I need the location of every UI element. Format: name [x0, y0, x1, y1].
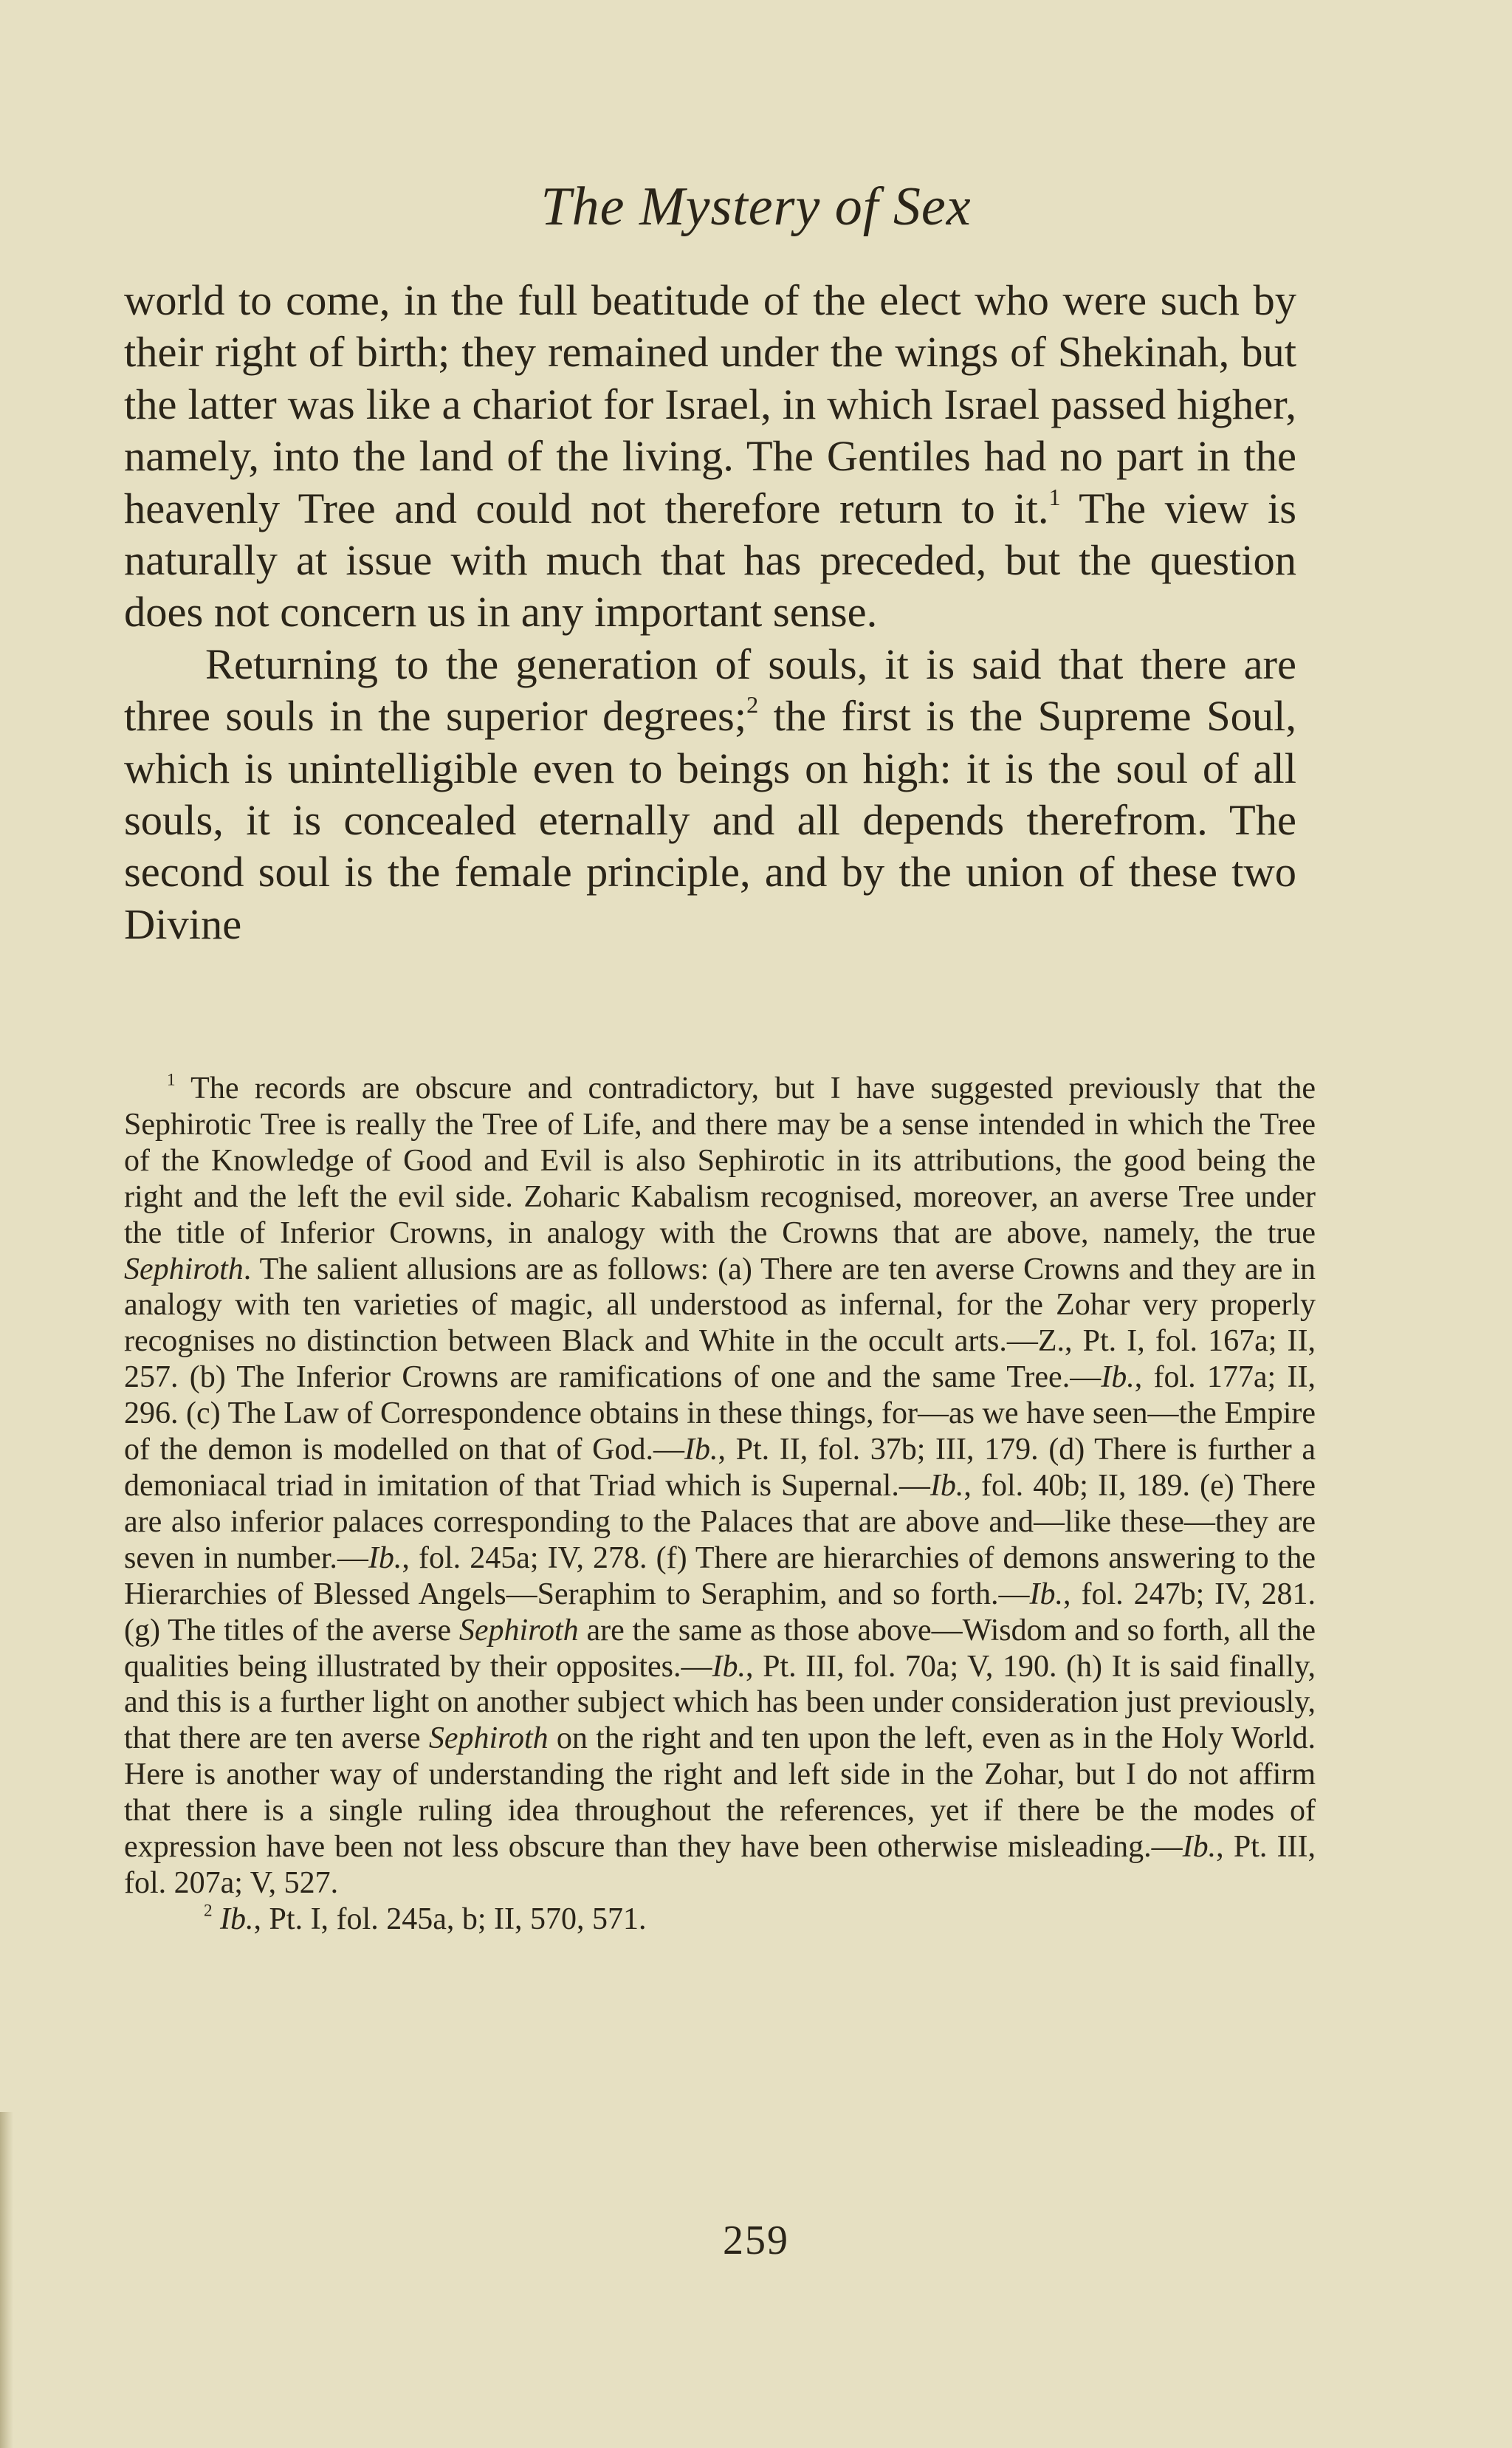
page-edge-shadow	[0, 2112, 13, 2448]
paragraph: world to come, in the full beatitude of the elect who were such by their right of birth; they remained under the wings of Shekinah, but the latter was like a chariot for Israel, in which Israel passed higher, namely, into the land of the living. The Gentiles had no part in the heavenly Tree and could not therefore return to it.$^1$ The view is naturally at issue with much that has preceded, but the question does not concern us in any important sense.	[124, 276, 1296, 637]
footnote-reference: 1	[1048, 483, 1061, 510]
running-head: The Mystery of Sex	[540, 176, 972, 237]
footnote-marker: 1	[167, 1069, 176, 1089]
footnote-reference: 2	[746, 691, 759, 719]
footnote-marker: 2	[204, 1900, 213, 1920]
footnotes	[124, 1071, 1316, 1938]
main-text	[124, 275, 1296, 950]
footnote-1: $^1$ The records are obscure and contradictory, but I have suggested previously that the Sephirotic Tree is really the Tree of Life, and there may be a sense intended in which the Tree of the Knowledge of Good and Evil is also Sephirotic in its attributions, the good being the right and the left the evil side. Zoharic Kabalism recognised, moreover, an averse Tree under the title of Inferior Crowns, in analogy with the Crowns that are above, namely, the true Sephiroth. The salient allusions are as follows: (a) There are ten averse Crowns and they are in analogy with ten varieties of magic, all understood as infernal, for the Zohar very properly recognises no distinction between Black and White in the occult arts.—Z., Pt. I, fol. 167a; II, 257. (b) The Inferior Crowns are ramifications of one and the same Tree.—Ib., fol. 177a; II, 296. (c) The Law of Correspondence obtains in these things, for—as we have seen—the Empire of the demon is modelled on that of God.—Ib., Pt. II, fol. 37b; III, 179. (d) There is further a demoniacal triad in imitation of that Triad which is Supernal.—Ib., fol. 40b; II, 189. (e) There are also inferior palaces corresponding to the Palaces that are above and—like these—they are seven in number.—Ib., fol. 245a; IV, 278. (f) There are hierarchies of demons answering to the Hierarchies of Blessed Angels—Seraphim to Seraphim, and so forth.—Ib., fol. 247b; IV, 281. (g) The titles of the averse Sephiroth are the same as those above—Wisdom and so forth, all the qualities being illustrated by their opposites.—Ib., Pt. III, fol. 70a; V, 190. (h) It is said finally, and this is a further light on another subject which has been under consideration just previously, that there are ten averse Sephiroth on the right and ten upon the left, even as in the Holy World. Here is another way of understanding the right and left side in the Zohar, but I do not affirm that there is a single ruling idea throughout the references, yet if there be the modes of expression have been not less obscure than they have been otherwise misleading.—Ib., Pt. III, fol. 207a; V, 527.	[124, 1069, 1316, 1900]
page-number: 259	[723, 2218, 789, 2263]
footnote-2: $^2$ Ib., Pt. I, fol. 245a, b; II, 570, 571.	[204, 1900, 647, 1936]
paragraph: Returning to the generation of souls, it is said that there are three souls in the superior degrees;$^2$ the first is the Supreme Soul, which is unintelligible even to beings on high: it is the soul of all souls, it is concealed eternally and all depends therefrom. The second soul is the female principle, and by the union of these two Divine	[124, 640, 1296, 948]
